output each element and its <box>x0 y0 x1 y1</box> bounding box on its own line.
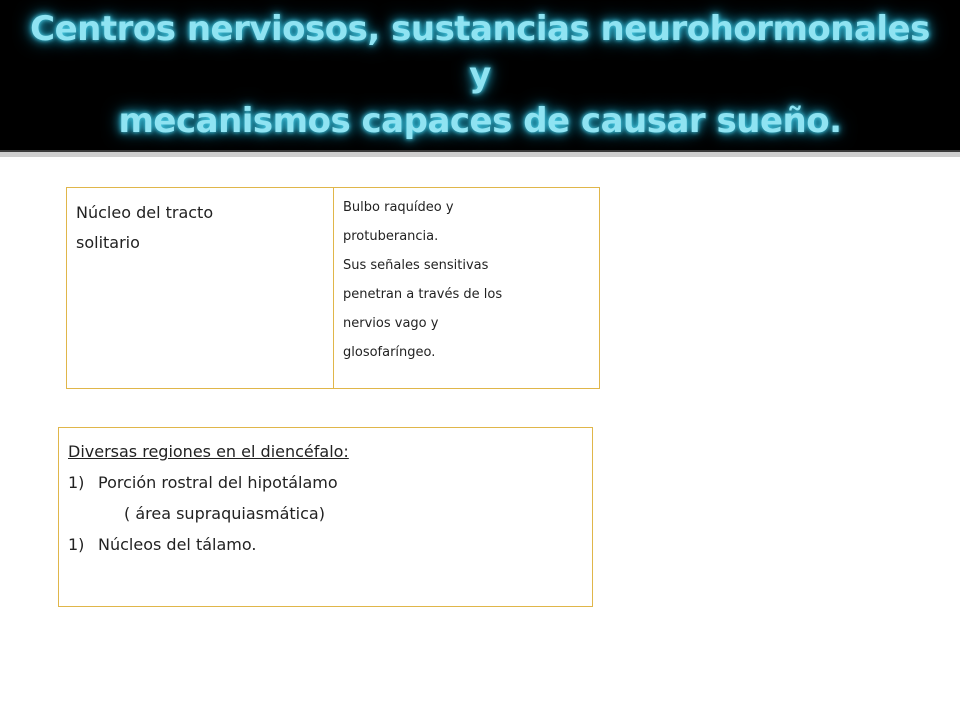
title-bar <box>0 0 960 150</box>
location-line: nervios vago y <box>343 316 439 331</box>
location-line: Sus señales sensitivas <box>343 258 489 273</box>
location-line: penetran a través de los <box>343 287 503 302</box>
list-text: Porción rostral del hipotálamo <box>98 473 338 492</box>
box-heading: Diversas regiones en el diencéfalo: <box>68 442 349 461</box>
slide-title <box>0 6 960 144</box>
location-line: protuberancia. <box>343 229 439 244</box>
structure-line-2: solitario <box>76 233 140 252</box>
list-number: 1) <box>68 535 85 554</box>
diencephalon-box <box>58 427 593 607</box>
list-number: 1) <box>68 473 85 492</box>
table-cell-structure <box>67 188 334 388</box>
list-item <box>68 467 580 498</box>
location-line: Bulbo raquídeo y <box>343 200 454 215</box>
list-item <box>68 529 580 560</box>
table-cell-location <box>334 188 599 388</box>
divider-light <box>0 152 960 157</box>
structure-line-1: Núcleo del tracto <box>76 203 214 222</box>
title-line-1: Centros nerviosos, sustancias neurohormonales y <box>30 9 930 95</box>
list-text: Núcleos del tálamo. <box>98 535 257 554</box>
title-line-2: mecanismos capaces de causar sueño. <box>118 101 842 141</box>
info-table <box>66 187 600 389</box>
list-subtext: ( área supraquiasmática) <box>124 504 325 523</box>
location-line: glosofaríngeo. <box>343 345 436 360</box>
